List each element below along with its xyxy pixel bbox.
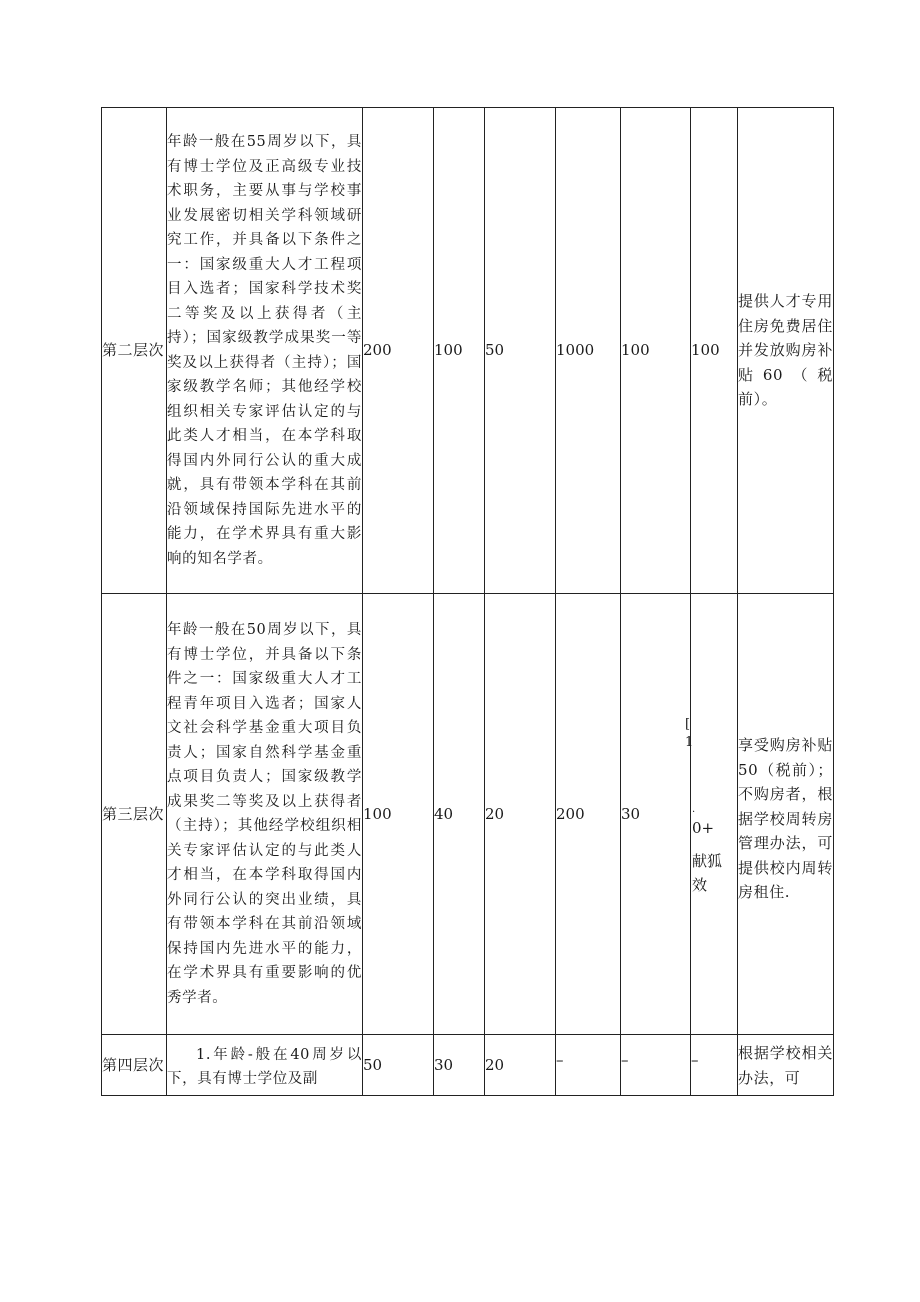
value-cell-5: – (621, 1035, 691, 1096)
value-cell-3: 20 (485, 1035, 556, 1096)
fragment-line-2: 献狐 (692, 851, 723, 870)
value-cell-1: 100 (363, 594, 434, 1035)
condition-text: 年龄一般在55周岁以下，具有博士学位及正高级专业技术职务，主要从事与学校事业发展密切相关学科领域研究工作，并具备以下条件之一：国家级重大人才工程项目入选者；国家科学技术奖二等奖及以上获得者（主持）；国家级教学成果奖一等奖及以上获得者（主持）；国家级教学名师；其他经学校组织相关专家评估认定的与此类人才相当，在本学科取得国内外同行公认的重大成就，具有带领本学科在其前沿领域保持国际先进水平的能力，在学术界具有重大影响的知名学者。 (167, 134, 362, 567)
value-cell-4: 200 (556, 594, 621, 1035)
housing-benefit-cell (738, 108, 834, 594)
level-cell (102, 108, 167, 594)
condition-text: 年龄一般在50周岁以下，具有博士学位，并具备以下条件之一：国家级重大人才工程青年项目入选者；国家人文社会科学基金重大项目负责人；国家自然科学基金重点项目负责人；国家级教学成果奖二等奖及以上获得者（主持）；其他经学校组织相关专家评估认定的与此类人才相当，在本学科取得国内外同行公认的突出业绩，具有带领本学科在其前沿领域保持国内先进水平的能力，在学术界具有重要影响的优秀学者。 (167, 622, 362, 1006)
housing-benefit-cell (738, 1035, 834, 1096)
table-row-level-4 (102, 1035, 834, 1096)
housing-benefit-text: 提供人才专用住房免费居住并发放购房补贴60（税前）。 (738, 292, 833, 409)
level-label: 第三层次 (102, 804, 165, 823)
bracket-fragment-mid: 1 (685, 735, 694, 750)
condition-cell (167, 594, 363, 1035)
table-row-level-3 (102, 594, 834, 1035)
value-cell-2: 40 (434, 594, 485, 1035)
value-cell-5: 100 (621, 108, 691, 594)
level-label: 第四层次 (102, 1055, 165, 1074)
table-row-level-2 (102, 108, 834, 594)
value-cell-4: – (556, 1035, 621, 1096)
value-cell-1: 200 (363, 108, 434, 594)
value-cell-3: 20 (485, 594, 556, 1035)
value-cell-5: 30 (621, 594, 691, 1035)
level-cell (102, 594, 167, 1035)
value-cell-2: 100 (434, 108, 485, 594)
housing-benefit-text: 享受购房补贴50（税前）；不购房者，根据学校周转房管理办法，可提供校内周转房租住. (738, 736, 833, 902)
value-cell-6: 100 (691, 108, 738, 594)
talent-tier-table (101, 107, 834, 1096)
fragment-line-3: 效 (692, 876, 708, 894)
fragment-text-stack (692, 804, 722, 898)
value-cell-6-fragment (685, 594, 738, 1035)
condition-text: 1.年龄-般在40周岁以下，具有博士学位及副 (167, 1046, 362, 1087)
value-cell-1: 50 (363, 1035, 434, 1096)
housing-benefit-text: 根据学校相关办法，可 (738, 1044, 833, 1087)
level-label: 第二层次 (102, 341, 165, 360)
bracket-fragment-top: [ (685, 717, 691, 732)
condition-cell (167, 1035, 363, 1096)
housing-benefit-cell (738, 594, 834, 1035)
fragment-dot: . (692, 804, 696, 815)
fragment-line-1: 0+ (692, 819, 715, 837)
value-cell-6: – (691, 1035, 738, 1096)
value-cell-2: 30 (434, 1035, 485, 1096)
value-cell-4: 1000 (556, 108, 621, 594)
value-cell-3: 50 (485, 108, 556, 594)
condition-cell (167, 108, 363, 594)
level-cell (102, 1035, 167, 1096)
